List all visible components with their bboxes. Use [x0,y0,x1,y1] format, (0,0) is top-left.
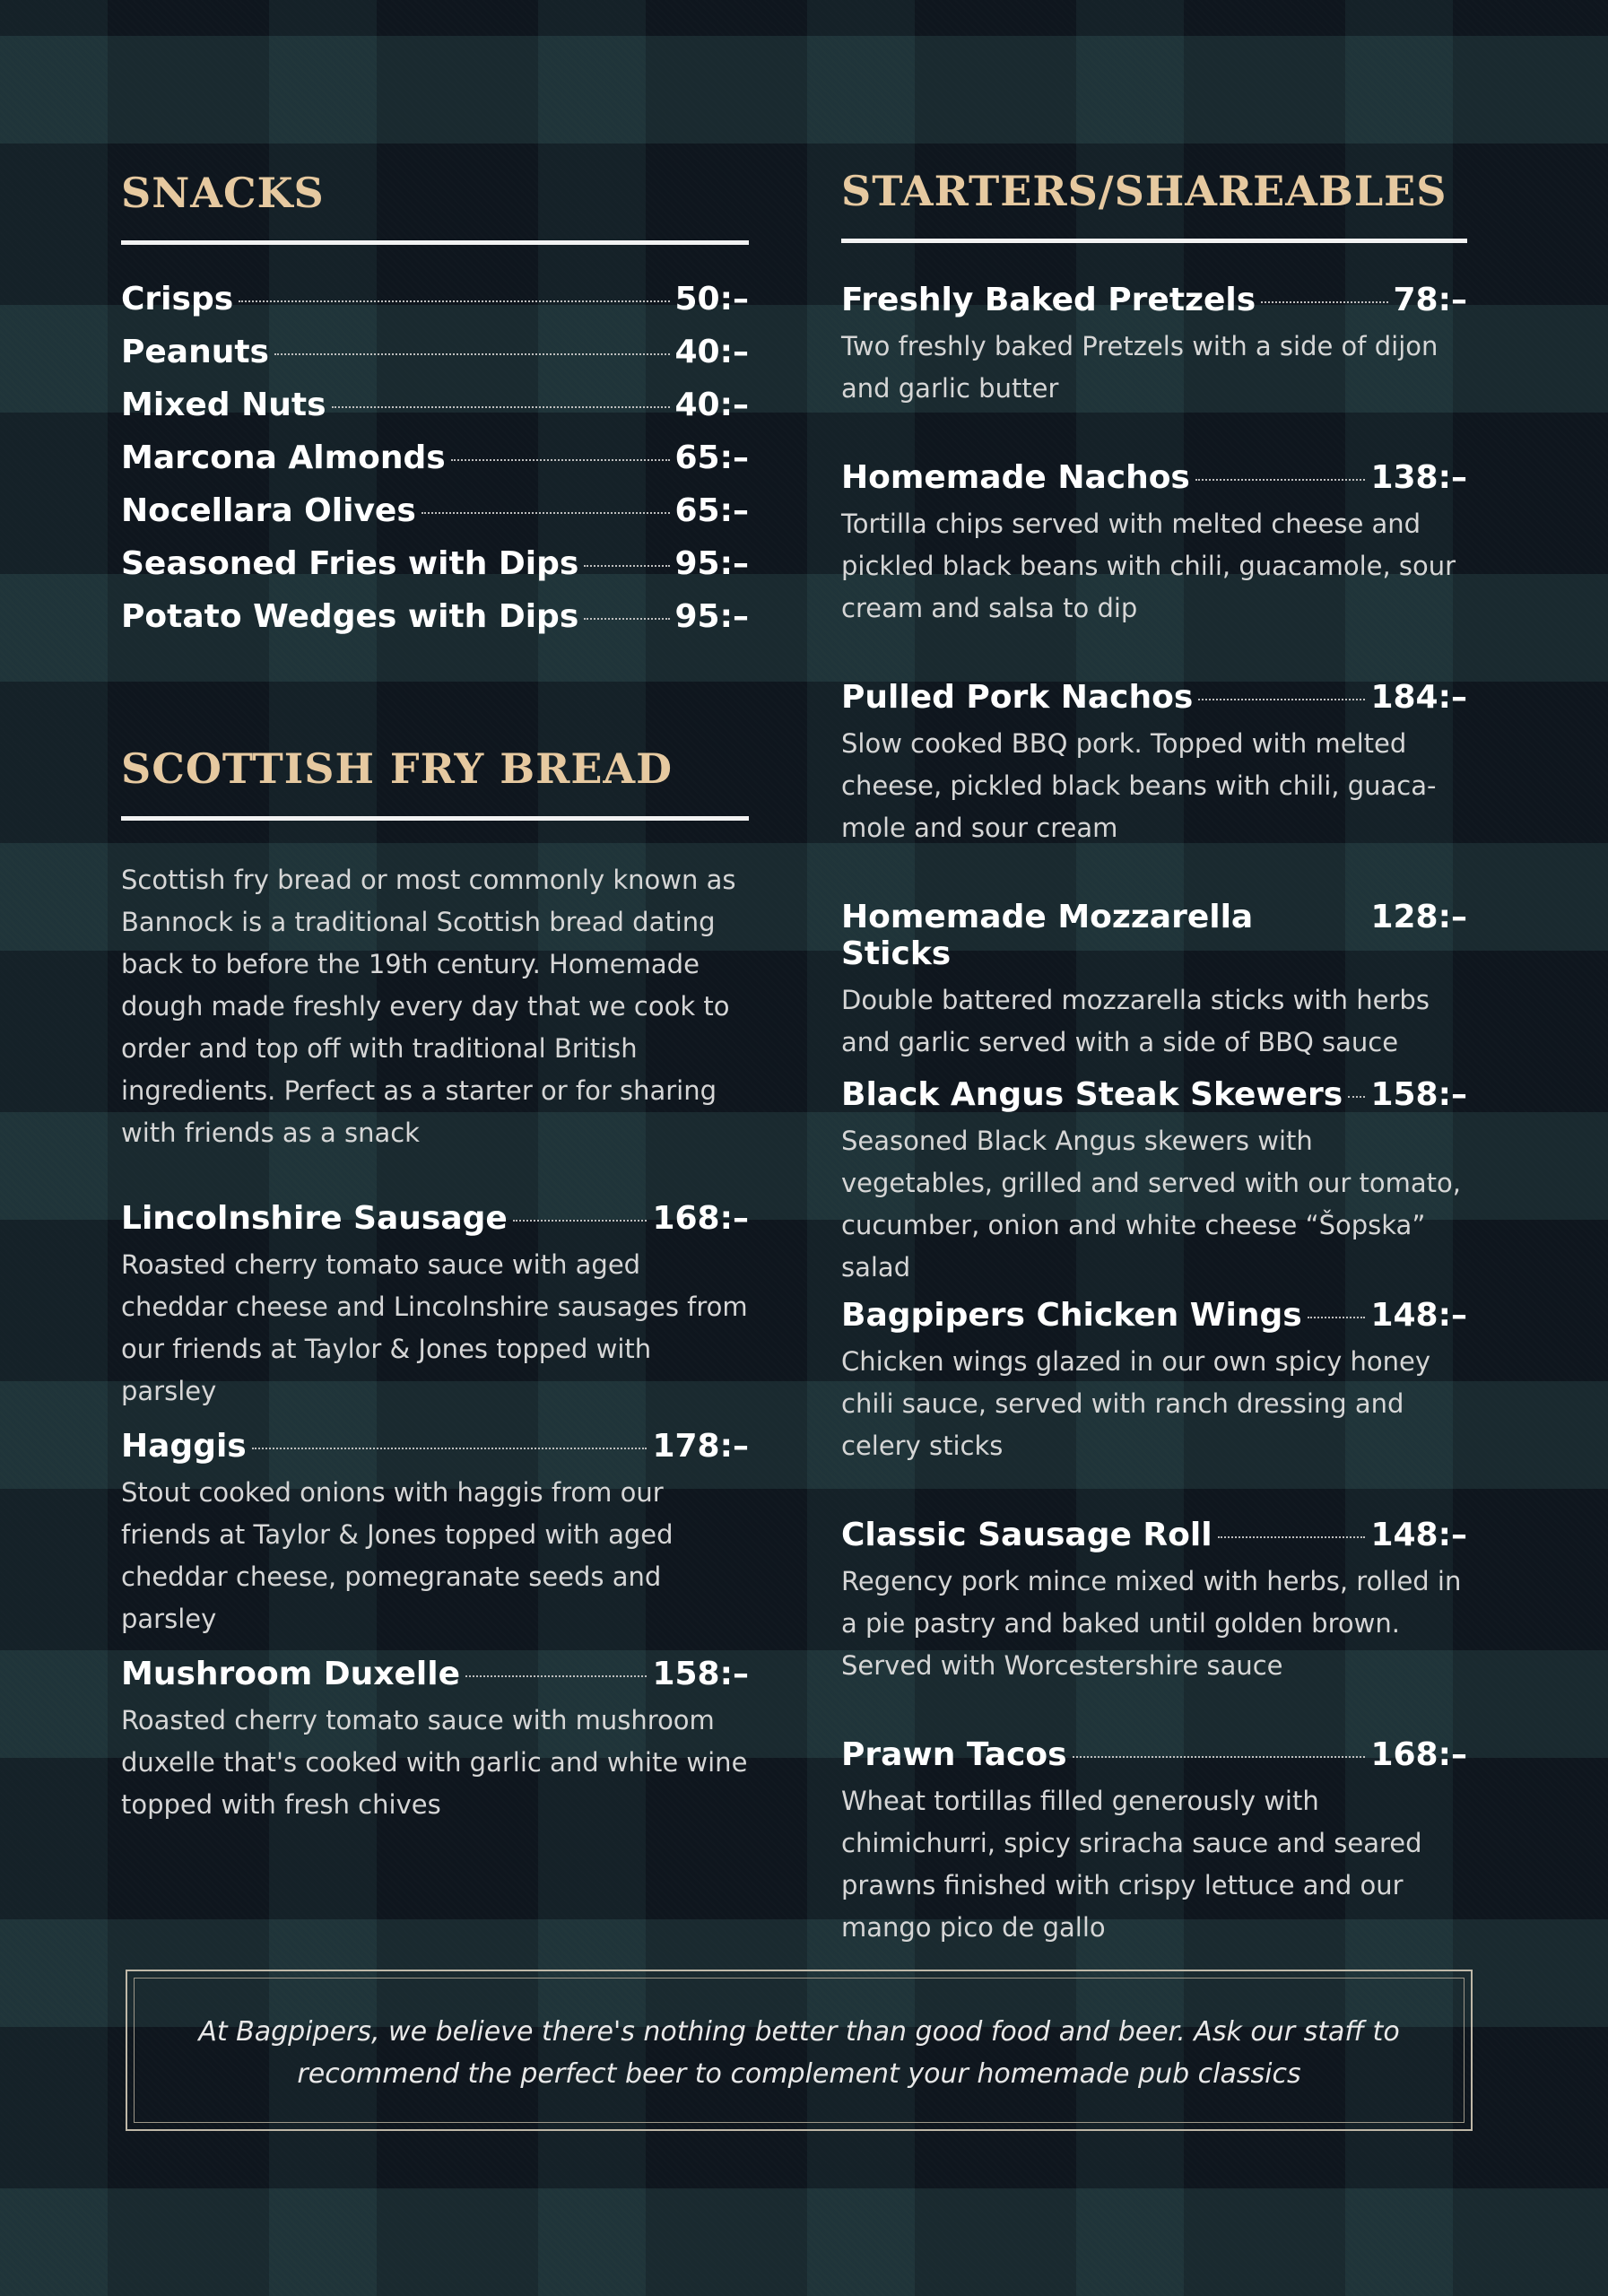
snack-name: Peanuts [121,334,269,370]
dot-leader [239,300,669,302]
menu-item [841,899,1467,1064]
snack-item [121,387,749,439]
dot-leader [1348,1096,1365,1098]
menu-item [841,1076,1467,1289]
item-description: Roasted cherry tomato sauce with aged cheddar cheese and Lincolnshire sausages from our friends at Taylor & Jones topped with parsley [121,1249,748,1406]
snack-price: 50:– [674,281,749,317]
dot-leader [274,353,670,355]
menu-item [841,282,1467,410]
item-description: Stout cooked onions with haggis from our friends at Taylor & Jones topped with aged cheddar cheese, pomegranate seeds and parsley [121,1477,674,1634]
snack-price: 65:– [674,439,749,476]
item-price: 138:– [1370,459,1467,496]
footer-note: At Bagpipers, we believe there's nothing better than good food and beer. Ask our staff to recommend the perfect beer to complement your homemade pub classics [198,2016,1400,2090]
menu-item [121,1200,749,1413]
fry-bread-title: SCOTTISH FRY BREAD [121,744,674,793]
menu-item [841,459,1467,630]
item-name: Black Angus Steak Skewers [841,1076,1343,1113]
item-name: Pulled Pork Nachos [841,679,1194,716]
item-name: Classic Sausage Roll [841,1517,1213,1553]
dot-leader [513,1220,648,1222]
item-description: Roasted cherry tomato sauce with mushroom duxelle that's cooked with garlic and white wine topped with fresh chives [121,1705,748,1820]
item-name: Haggis [121,1428,247,1465]
item-description: Two freshly baked Pretzels with a side of dijon and garlic butter [841,331,1439,404]
dot-leader [1218,1536,1366,1538]
menu-item [841,1736,1467,1949]
dot-leader [252,1448,648,1449]
item-name: Freshly Baked Pretzels [841,282,1256,318]
dot-leader [451,459,670,461]
snack-item [121,492,749,545]
dot-leader [1198,699,1365,700]
snack-item [121,334,749,387]
footer-note-box [126,1970,1473,2131]
snack-name: Marcona Almonds [121,439,446,476]
starters-divider [841,239,1467,243]
menu-item [841,1297,1467,1467]
item-price: 168:– [1370,1736,1467,1773]
dot-leader [422,512,670,514]
item-name: Prawn Tacos [841,1736,1067,1773]
item-description: Regency pork mince mixed with herbs, rolled in a pie pastry and baked until golden brown. Served with Worcestershire sauce [841,1566,1462,1681]
dot-leader [584,618,669,620]
snacks-title: SNACKS [121,169,325,217]
item-price: 148:– [1370,1297,1467,1334]
dot-leader [584,565,669,567]
dot-leader [1073,1756,1366,1758]
item-description: Wheat tortillas filled generously with chimichurri, spicy sriracha sauce and seared prawns finished with crispy lettuce and our mango pico de gallo [841,1786,1422,1943]
menu-item [121,1428,749,1640]
item-price: 78:– [1393,282,1467,318]
item-price: 158:– [652,1656,749,1692]
fry-bread-divider [121,816,749,821]
menu-item [841,1517,1467,1687]
item-description: Tortilla chips served with melted cheese and pickled black beans with chili, guacamole, sour cream and salsa to dip [841,509,1456,623]
snacks-list [121,281,749,651]
snack-name: Seasoned Fries with Dips [121,545,579,582]
item-price: 158:– [1370,1076,1467,1113]
snack-name: Crisps [121,281,234,317]
dot-leader [1195,479,1366,481]
snack-name: Potato Wedges with Dips [121,598,579,635]
item-price: 128:– [1370,899,1467,935]
dot-leader [332,406,670,408]
snack-price: 40:– [674,334,749,370]
item-price: 178:– [652,1428,749,1465]
item-description: Double battered mozzarella sticks with herbs and garlic served with a side of BBQ sauce [841,985,1430,1057]
starters-title: STARTERS/SHAREABLES [841,167,1447,215]
snack-price: 65:– [674,492,749,529]
item-name: Mushroom Duxelle [121,1656,461,1692]
item-price: 168:– [652,1200,749,1237]
dot-leader [1308,1317,1366,1318]
menu-item [121,1656,749,1826]
dot-leader [465,1675,647,1677]
snacks-divider [121,240,749,245]
snack-item [121,598,749,651]
item-description: Chicken wings glazed in our own spicy honey chili sauce, served with ranch dressing and celery sticks [841,1346,1431,1461]
snack-name: Mixed Nuts [121,387,326,423]
snack-price: 40:– [674,387,749,423]
snack-item [121,545,749,598]
snack-price: 95:– [674,545,749,582]
dot-leader [1261,301,1387,303]
snack-price: 95:– [674,598,749,635]
snack-name: Nocellara Olives [121,492,416,529]
menu-item [841,679,1467,849]
item-description: Slow cooked BBQ pork. Topped with melted cheese, pickled black beans with chili, guaca-mole and sour cream [841,728,1437,843]
item-name: Bagpipers Chicken Wings [841,1297,1302,1334]
item-name: Homemade Nachos [841,459,1190,496]
item-description: Seasoned Black Angus skewers with vegetables, grilled and served with our tomato, cucumber, onion and white cheese “Šopska” salad [841,1126,1461,1283]
snack-item [121,281,749,334]
item-name: Lincolnshire Sausage [121,1200,508,1237]
snack-item [121,439,749,492]
item-price: 148:– [1370,1517,1467,1553]
item-name: Homemade Mozzarella Sticks [841,899,1254,972]
item-price: 184:– [1370,679,1467,716]
fry-bread-intro: Scottish fry bread or most commonly known as Bannock is a traditional Scottish bread dating back to before the 19th century. Homemade dough made freshly every day that we cook to order and top off with traditional British ingredients. Perfect as a starter or for sharing with friends as a snack [121,865,736,1148]
